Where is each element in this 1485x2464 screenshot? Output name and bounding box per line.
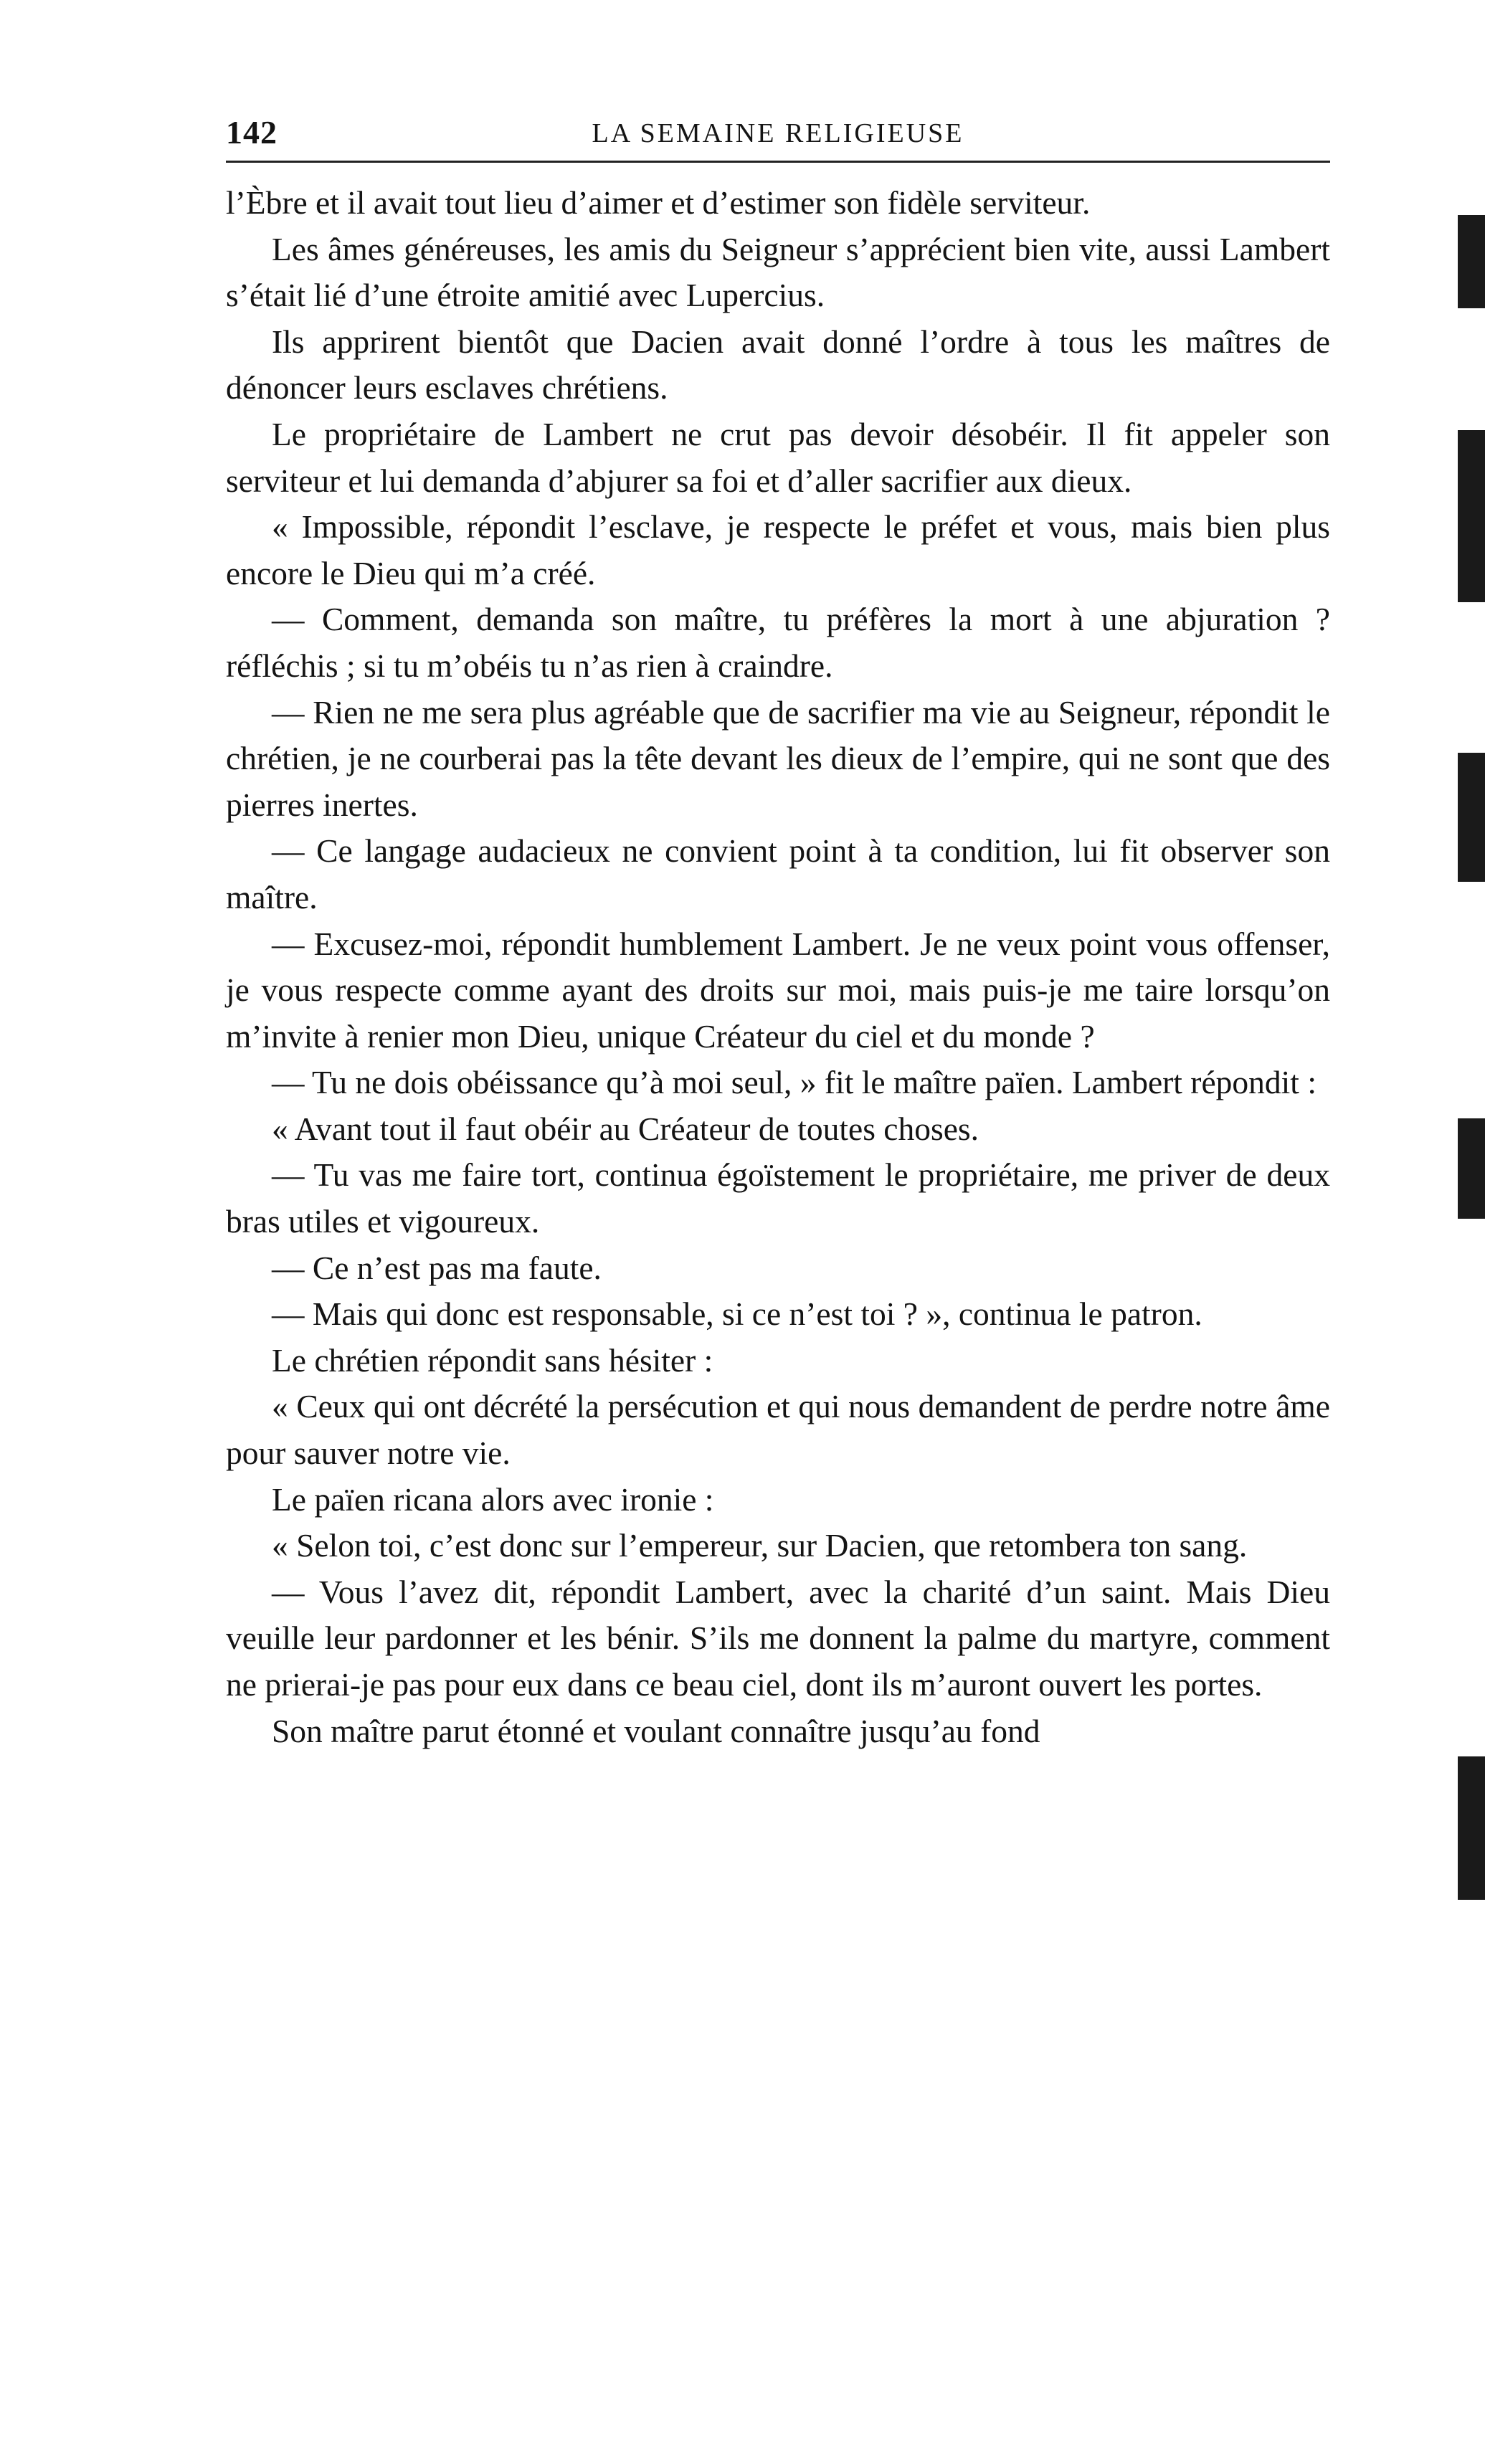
- paragraph: — Tu vas me faire tort, continua égoïstement le propriétaire, me priver de deux bras utiles et vigoureux.: [226, 1156, 1330, 1240]
- body-text: [226, 180, 1330, 1754]
- page-number: 142: [226, 114, 277, 151]
- paragraph: l’Èbre et il avait tout lieu d’aimer et d’estimer son fidèle serviteur.: [226, 184, 1091, 221]
- paragraph: — Rien ne me sera plus agréable que de sacrifier ma vie au Seigneur, répondit le chrétien, je ne courberai pas la tête devant les dieux de l’empire, qui ne sont que des pierres inertes.: [226, 693, 1330, 823]
- paragraph: — Tu ne dois obéissance qu’à moi seul, » fit le maître païen. Lambert répondit :: [272, 1064, 1316, 1101]
- page-edge-shadow: [1458, 753, 1485, 882]
- book-page: [226, 108, 1330, 1754]
- header-rule: [226, 161, 1330, 163]
- paragraph: « Impossible, répondit l’esclave, je respecte le préfet et vous, mais bien plus encore le Dieu qui m’a créé.: [226, 508, 1330, 591]
- paragraph: — Mais qui donc est responsable, si ce n’est toi ? », continua le patron.: [272, 1295, 1202, 1333]
- paragraph: Les âmes généreuses, les amis du Seigneur s’apprécient bien vite, aussi Lambert s’était lié d’une étroite amitié avec Lupercius.: [226, 230, 1330, 314]
- paragraph: Le chrétien répondit sans hésiter :: [272, 1341, 713, 1379]
- paragraph: Le propriétaire de Lambert ne crut pas devoir désobéir. Il fit appeler son serviteur et lui demanda d’abjurer sa foi et d’aller sacrifier aux dieux.: [226, 415, 1330, 499]
- page-edge-shadow: [1458, 1118, 1485, 1219]
- paragraph: — Ce n’est pas ma faute.: [272, 1249, 602, 1286]
- paragraph: Le païen ricana alors avec ironie :: [272, 1480, 714, 1518]
- paragraph: Ils apprirent bientôt que Dacien avait donné l’ordre à tous les maîtres de dénoncer leurs esclaves chrétiens.: [226, 323, 1330, 406]
- paragraph: Son maître parut étonné et voulant connaître jusqu’au fond: [272, 1712, 1040, 1749]
- paragraph: — Ce langage audacieux ne convient point à ta condition, lui fit observer son maître.: [226, 832, 1330, 915]
- paragraph: — Vous l’avez dit, répondit Lambert, avec la charité d’un saint. Mais Dieu veuille leur pardonner et les bénir. S’ils me donnent la palme du martyre, comment ne prierai-je pas pour eux dans ce beau ciel, dont ils m’auront ouvert les portes.: [226, 1573, 1330, 1703]
- page-header: [226, 108, 1330, 158]
- page-edge-shadow: [1458, 430, 1485, 602]
- paragraph: « Ceux qui ont décrété la persécution et qui nous demandent de perdre notre âme pour sauver notre vie.: [226, 1388, 1330, 1472]
- paragraph: — Excusez-moi, répondit humblement Lambert. Je ne veux point vous offenser, je vous respecte comme ayant des droits sur moi, mais puis-je me taire lorsqu’on m’invite à renier mon Dieu, unique Créateur du ciel et du monde ?: [226, 925, 1330, 1055]
- paragraph: « Avant tout il faut obéir au Créateur de toutes choses.: [272, 1110, 979, 1147]
- running-title: LA SEMAINE RELIGIEUSE: [592, 118, 964, 148]
- paragraph: — Comment, demanda son maître, tu préfères la mort à une abjuration ? réfléchis ; si tu m’obéis tu n’as rien à craindre.: [226, 601, 1330, 684]
- page-edge-shadow: [1458, 215, 1485, 308]
- page-edge-shadow: [1458, 1756, 1485, 1900]
- paragraph: « Selon toi, c’est donc sur l’empereur, sur Dacien, que retombera ton sang.: [272, 1527, 1248, 1564]
